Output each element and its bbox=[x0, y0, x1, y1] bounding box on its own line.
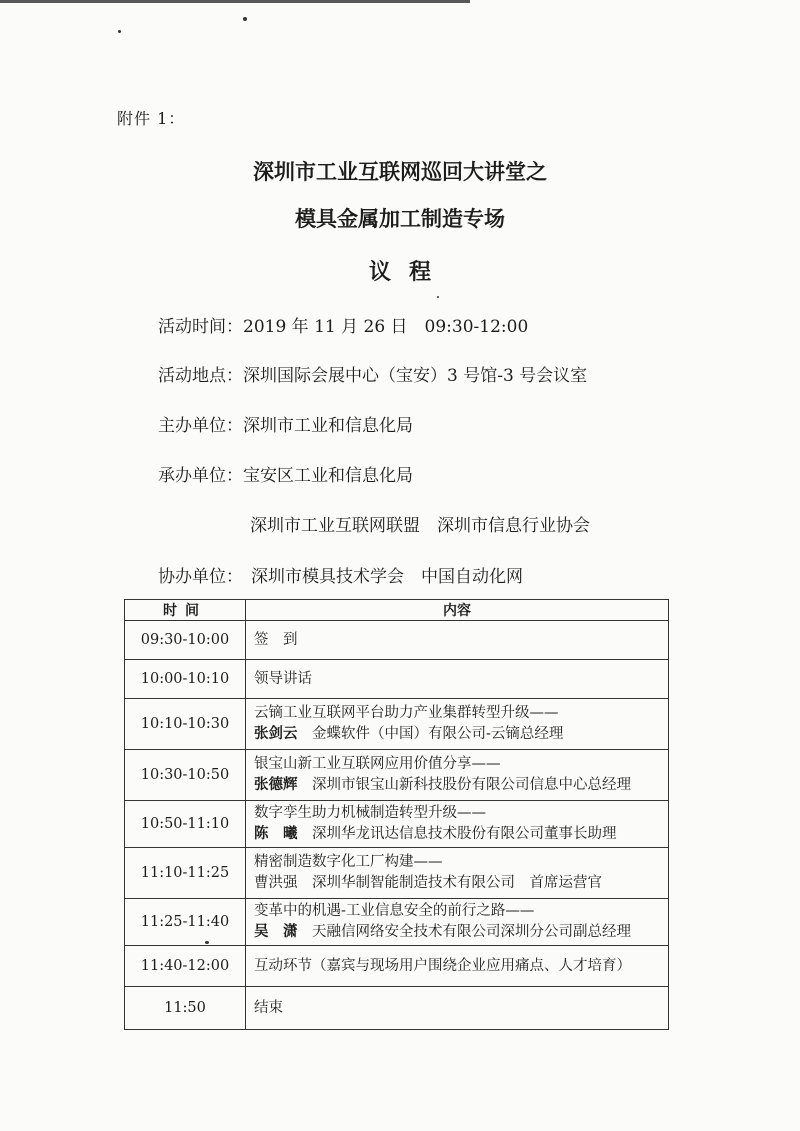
row-org: 深圳华制智能制造技术有限公司 首席运营官 bbox=[312, 875, 602, 891]
agenda-heading: 议程 bbox=[368, 260, 449, 285]
title-line-1: 深圳市工业互联网巡回大讲堂之 bbox=[253, 160, 547, 184]
info-value: 深圳市工业互联网联盟 深圳市信息行业协会 bbox=[250, 516, 590, 536]
header-content: 内容 bbox=[246, 600, 669, 621]
row-time: 11:40-12:00 bbox=[125, 946, 246, 987]
row-topic: 互动环节（嘉宾与现场用户围绕企业应用痛点、人才培育） bbox=[254, 957, 631, 974]
scan-top-line bbox=[0, 0, 470, 3]
info-time bbox=[158, 312, 528, 337]
row-topic: 结束 bbox=[254, 999, 283, 1016]
info-value: 深圳国际会展中心（宝安）3 号馆-3 号会议室 bbox=[243, 366, 588, 386]
row-speaker: 张德辉 bbox=[254, 777, 298, 793]
info-label: 承办单位： bbox=[158, 466, 243, 486]
table-row bbox=[125, 699, 669, 750]
attachment-label: 附件 1： bbox=[117, 109, 186, 128]
row-time: 10:10-10:30 bbox=[125, 699, 246, 750]
row-time: 10:30-10:50 bbox=[125, 750, 246, 801]
row-speaker: 陈 曦 bbox=[254, 826, 298, 842]
table-row bbox=[125, 660, 669, 699]
row-topic: 云镝工业互联网平台助力产业集群转型升级—— bbox=[254, 705, 559, 721]
row-topic: 数字孪生助力机械制造转型升级—— bbox=[254, 805, 486, 821]
row-org: 金蝶软件（中国）有限公司-云镝总经理 bbox=[312, 726, 564, 742]
row-content bbox=[246, 899, 669, 946]
row-content bbox=[246, 699, 669, 750]
row-content bbox=[246, 987, 669, 1030]
agenda-table bbox=[124, 599, 669, 1030]
row-topic: 领导讲话 bbox=[254, 670, 312, 687]
row-content bbox=[246, 750, 669, 801]
table-row bbox=[125, 621, 669, 660]
info-organizer-cont bbox=[250, 511, 590, 536]
info-coorganizer bbox=[158, 562, 523, 587]
table-row bbox=[125, 750, 669, 801]
row-org: 深圳市银宝山新科技股份有限公司信息中心总经理 bbox=[312, 777, 631, 793]
info-label: 活动时间： bbox=[158, 317, 243, 337]
info-value: 宝安区工业和信息化局 bbox=[243, 466, 413, 486]
row-content bbox=[246, 801, 669, 848]
row-topic: 银宝山新工业互联网应用价值分享—— bbox=[254, 756, 501, 772]
row-org: 深圳华龙讯达信息技术股份有限公司董事长助理 bbox=[312, 826, 617, 842]
row-org: 天融信网络安全技术有限公司深圳分公司副总经理 bbox=[312, 924, 631, 940]
info-value: 深圳市模具技术学会 中国自动化网 bbox=[251, 567, 523, 587]
row-topic: 精密制造数字化工厂构建—— bbox=[254, 854, 443, 870]
row-topic: 签 到 bbox=[254, 631, 298, 648]
table-row bbox=[125, 899, 669, 946]
row-content bbox=[246, 848, 669, 899]
row-content bbox=[246, 660, 669, 699]
table-row bbox=[125, 801, 669, 848]
row-time: 10:00-10:10 bbox=[125, 660, 246, 699]
row-content bbox=[246, 621, 669, 660]
row-topic: 变革中的机遇-工业信息安全的前行之路—— bbox=[254, 903, 535, 919]
scan-speck bbox=[118, 30, 121, 33]
row-time: 11:50 bbox=[125, 987, 246, 1030]
row-time: 10:50-11:10 bbox=[125, 801, 246, 848]
row-time: 09:30-10:00 bbox=[125, 621, 246, 660]
info-label: 主办单位： bbox=[158, 416, 243, 436]
scan-speck bbox=[437, 296, 439, 298]
table-row bbox=[125, 946, 669, 987]
row-speaker: 曹洪强 bbox=[254, 875, 298, 891]
row-content bbox=[246, 946, 669, 987]
header-time: 时间 bbox=[125, 600, 246, 621]
table-row bbox=[125, 987, 669, 1030]
table-row bbox=[125, 848, 669, 899]
info-value: 深圳市工业和信息化局 bbox=[243, 416, 413, 436]
info-host bbox=[158, 411, 413, 436]
info-venue bbox=[158, 361, 587, 386]
info-organizer bbox=[158, 461, 413, 486]
info-label: 活动地点： bbox=[158, 366, 243, 386]
row-time: 11:25-11:40 bbox=[125, 899, 246, 946]
info-label: 协办单位： bbox=[158, 567, 243, 587]
scan-speck bbox=[243, 17, 247, 21]
info-value: 2019 年 11 月 26 日 09:30-12:00 bbox=[243, 317, 529, 337]
table-header-row bbox=[125, 600, 669, 621]
row-speaker: 吴 潇 bbox=[254, 924, 298, 940]
title-line-2: 模具金属加工制造专场 bbox=[295, 207, 505, 231]
row-speaker: 张剑云 bbox=[254, 726, 298, 742]
row-time: 11:10-11:25 bbox=[125, 848, 246, 899]
